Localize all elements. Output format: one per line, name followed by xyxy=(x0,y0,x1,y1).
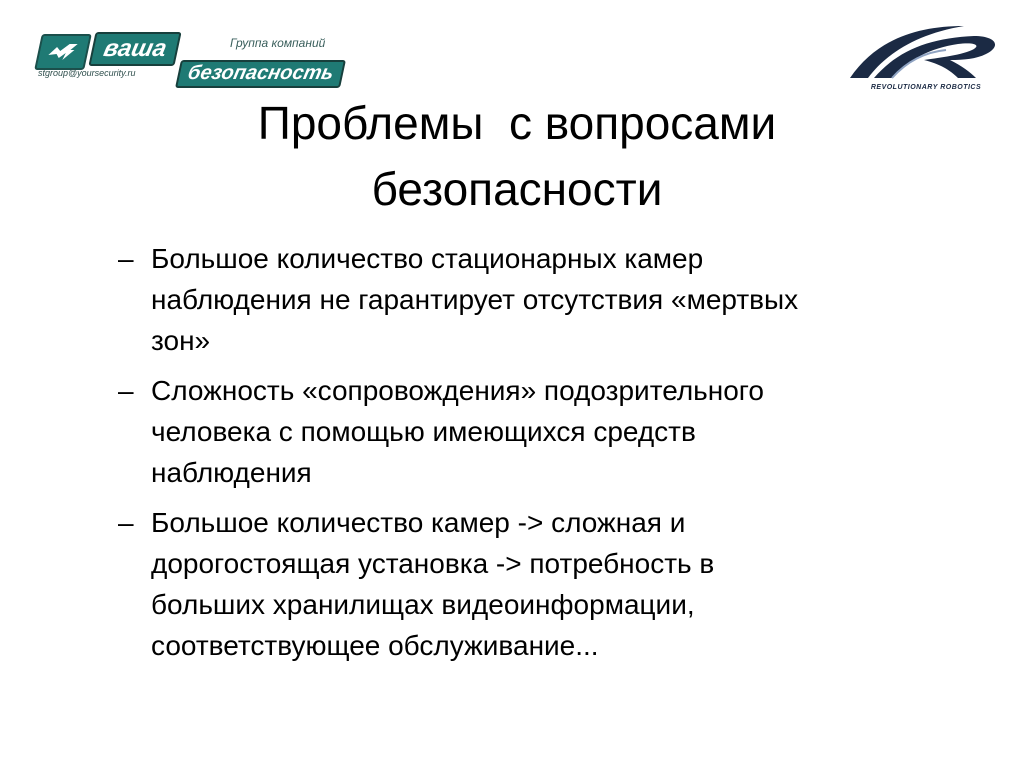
bullet-item xyxy=(118,370,978,493)
title-line-2: безопасности xyxy=(371,163,663,215)
bullet-line: Большое количество камер -> сложная и xyxy=(151,507,686,538)
bullet-line: зон» xyxy=(151,325,211,356)
bullet-list xyxy=(118,238,978,675)
company-logo-right xyxy=(846,20,1006,96)
bullet-line: соответствующее обслуживание... xyxy=(151,630,599,661)
bullet-line: больших хранилищах видеоинформации, xyxy=(151,589,695,620)
logo-group-label: Группа компаний xyxy=(230,36,326,50)
bullet-line: Большое количество стационарных камер xyxy=(151,243,704,274)
revolutionary-robotics-logo-icon xyxy=(846,20,1006,82)
bullet-item xyxy=(118,502,978,666)
bullet-dash: – xyxy=(118,243,134,274)
bullet-line: человека с помощью имеющихся средств xyxy=(151,416,696,447)
logo-word-vasha: ваша xyxy=(88,32,181,66)
bullet-line: наблюдения не гарантирует отсутствия «мертвых xyxy=(151,284,799,315)
bullet-dash: – xyxy=(118,507,134,538)
bullet-item xyxy=(118,238,978,361)
company-logo-left xyxy=(38,30,348,86)
logo-email: stgroup@yoursecurity.ru xyxy=(38,68,136,78)
logo-mark-icon xyxy=(34,34,92,70)
logo-word-bezopasnost: безопасность xyxy=(175,60,346,88)
bullet-dash: – xyxy=(118,375,134,406)
bullet-line: дорогостоящая установка -> потребность в xyxy=(151,548,715,579)
bullet-line: наблюдения xyxy=(151,457,312,488)
slide-title xyxy=(100,90,934,222)
logo-tagline: REVOLUTIONARY ROBOTICS xyxy=(870,84,982,91)
bullet-line: Сложность «сопровождения» подозрительного xyxy=(151,375,764,406)
title-line-1: Проблемы с вопросами xyxy=(257,97,777,149)
